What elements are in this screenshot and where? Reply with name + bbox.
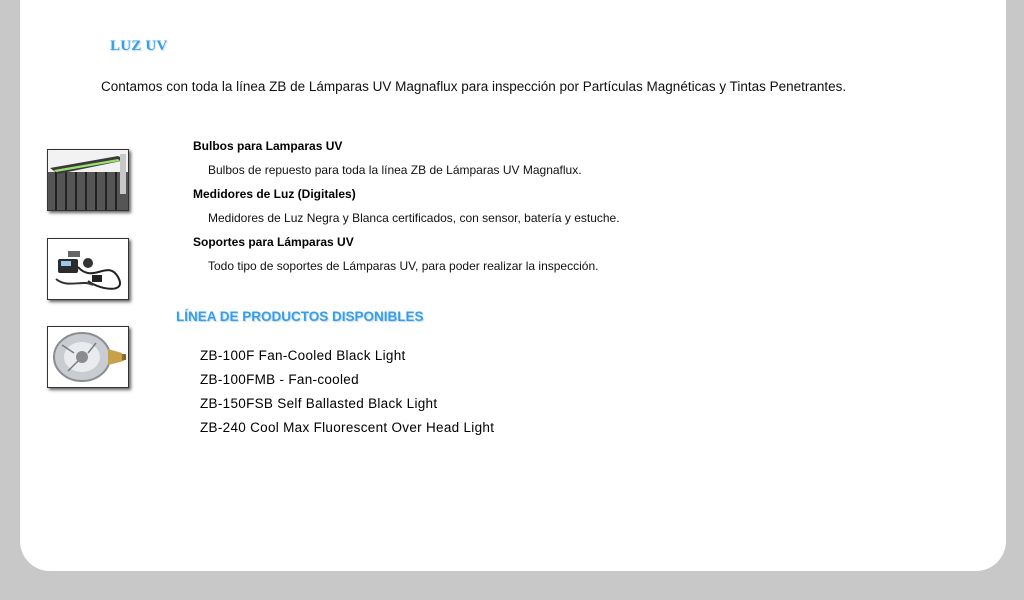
products-section-title: LÍNEA DE PRODUCTOS DISPONIBLES (176, 309, 424, 324)
page-title: LUZ UV (110, 38, 168, 54)
light-meter-photo-icon[interactable] (47, 238, 129, 300)
product-item[interactable]: ZB-100F Fan-Cooled Black Light (200, 348, 406, 363)
category-title-bulbs: Bulbos para Lamparas UV (193, 139, 343, 153)
uv-bulb-photo-icon[interactable] (47, 326, 129, 388)
intro-text: Contamos con toda la línea ZB de Lámparas UV Magnaflux para inspección por Partículas Magnéticas y Tintas Penetrantes. (101, 79, 847, 94)
category-title-supports: Soportes para Lámparas UV (193, 235, 354, 249)
uv-lamp-photo-icon[interactable] (47, 149, 129, 211)
product-item[interactable]: ZB-240 Cool Max Fluorescent Over Head Light (200, 420, 495, 435)
product-item[interactable]: ZB-100FMB - Fan-cooled (200, 372, 359, 387)
category-desc-bulbs: Bulbos de repuesto para toda la línea ZB de Lámparas UV Magnaflux. (208, 163, 582, 177)
category-desc-meters: Medidores de Luz Negra y Blanca certificados, con sensor, batería y estuche. (208, 211, 620, 225)
category-desc-supports: Todo tipo de soportes de Lámparas UV, para poder realizar la inspección. (208, 259, 599, 273)
product-item[interactable]: ZB-150FSB Self Ballasted Black Light (200, 396, 438, 411)
category-title-meters: Medidores de Luz (Digitales) (193, 187, 356, 201)
